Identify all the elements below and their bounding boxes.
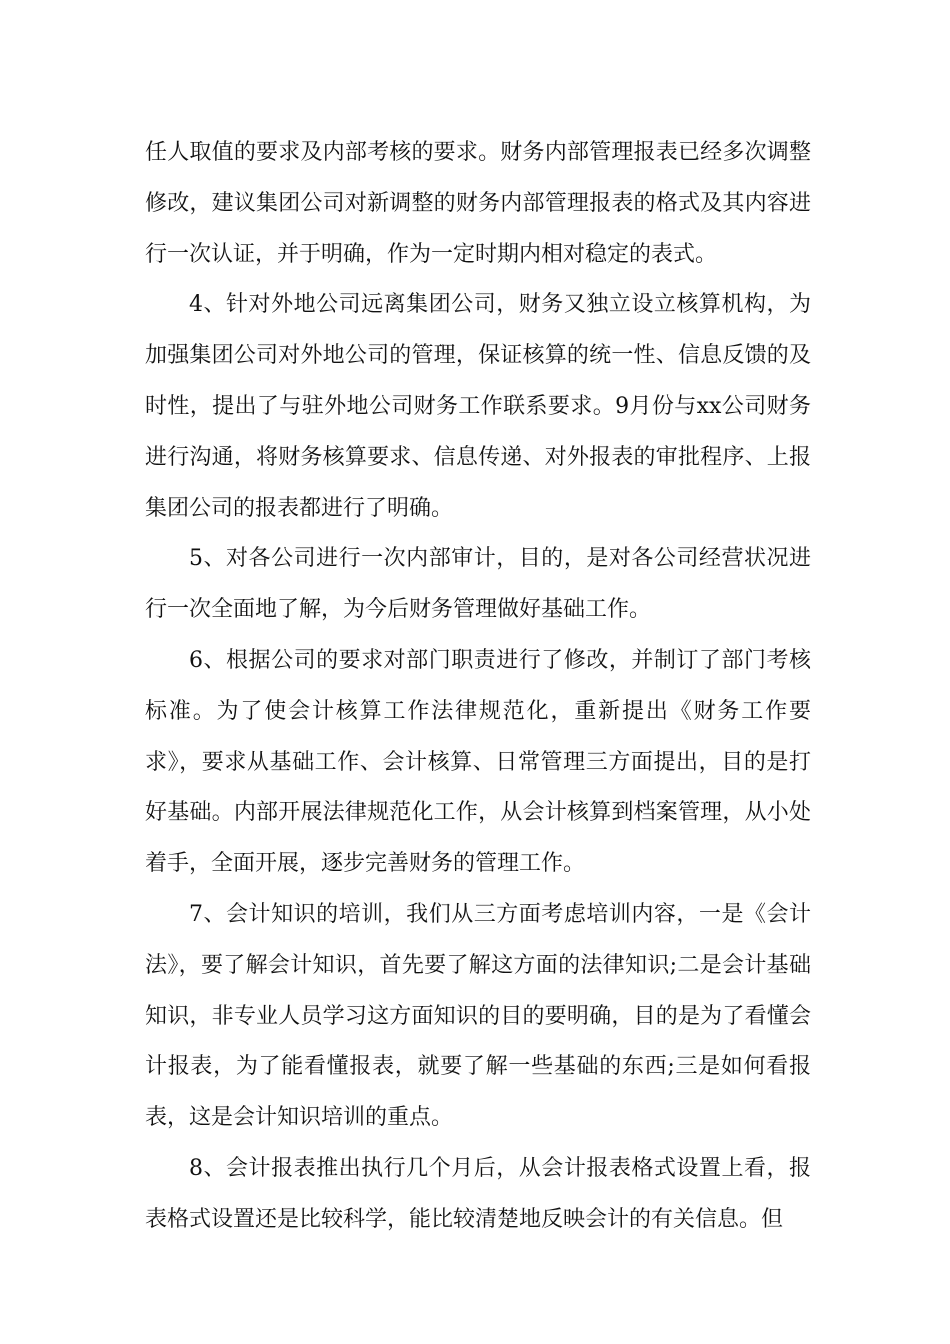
paragraph-continuation: 任人取值的要求及内部考核的要求。财务内部管理报表已经多次调整修改，建议集团公司对新调整的财务内部管理报表的格式及其内容进行一次认证，并于明确，作为一定时期内相对稳定的表式。 <box>145 140 811 267</box>
paragraph-item-5: 5、对各公司进行一次内部审计，目的，是对各公司经营状况进行一次全面地了解，为今后财务管理做好基础工作。 <box>145 546 811 623</box>
paragraph-item-4: 4、针对外地公司远离集团公司，财务又独立设立核算机构，为加强集团公司对外地公司的管理，保证核算的统一性、信息反馈的及时性，提出了与驻外地公司财务工作联系要求。9月份与xx公司财务进行沟通，将财务核算要求、信息传递、对外报表的审批程序、上报集团公司的报表都进行了明确。 <box>145 292 811 521</box>
paragraph-item-7: 7、会计知识的培训，我们从三方面考虑培训内容，一是《会计法》，要了解会计知识，首先要了解这方面的法律知识;二是会计基础知识，非专业人员学习这方面知识的目的要明确，目的是为了看懂会计报表，为了能看懂报表，就要了解一些基础的东西;三是如何看报表，这是会计知识培训的重点。 <box>145 901 811 1131</box>
paragraph-item-6: 6、根据公司的要求对部门职责进行了修改，并制订了部门考核标准。为了使会计核算工作法律规范化，重新提出《财务工作要求》，要求从基础工作、会计核算、日常管理三方面提出，目的是打好基础。内部开展法律规范化工作，从会计核算到档案管理，从小处着手，全面开展，逐步完善财务的管理工作。 <box>145 647 811 877</box>
paragraph-item-8: 8、会计报表推出执行几个月后，从会计报表格式设置上看，报表格式设置还是比较科学，能比较清楚地反映会计的有关信息。但 <box>145 1155 811 1232</box>
document-body <box>145 128 811 1246</box>
